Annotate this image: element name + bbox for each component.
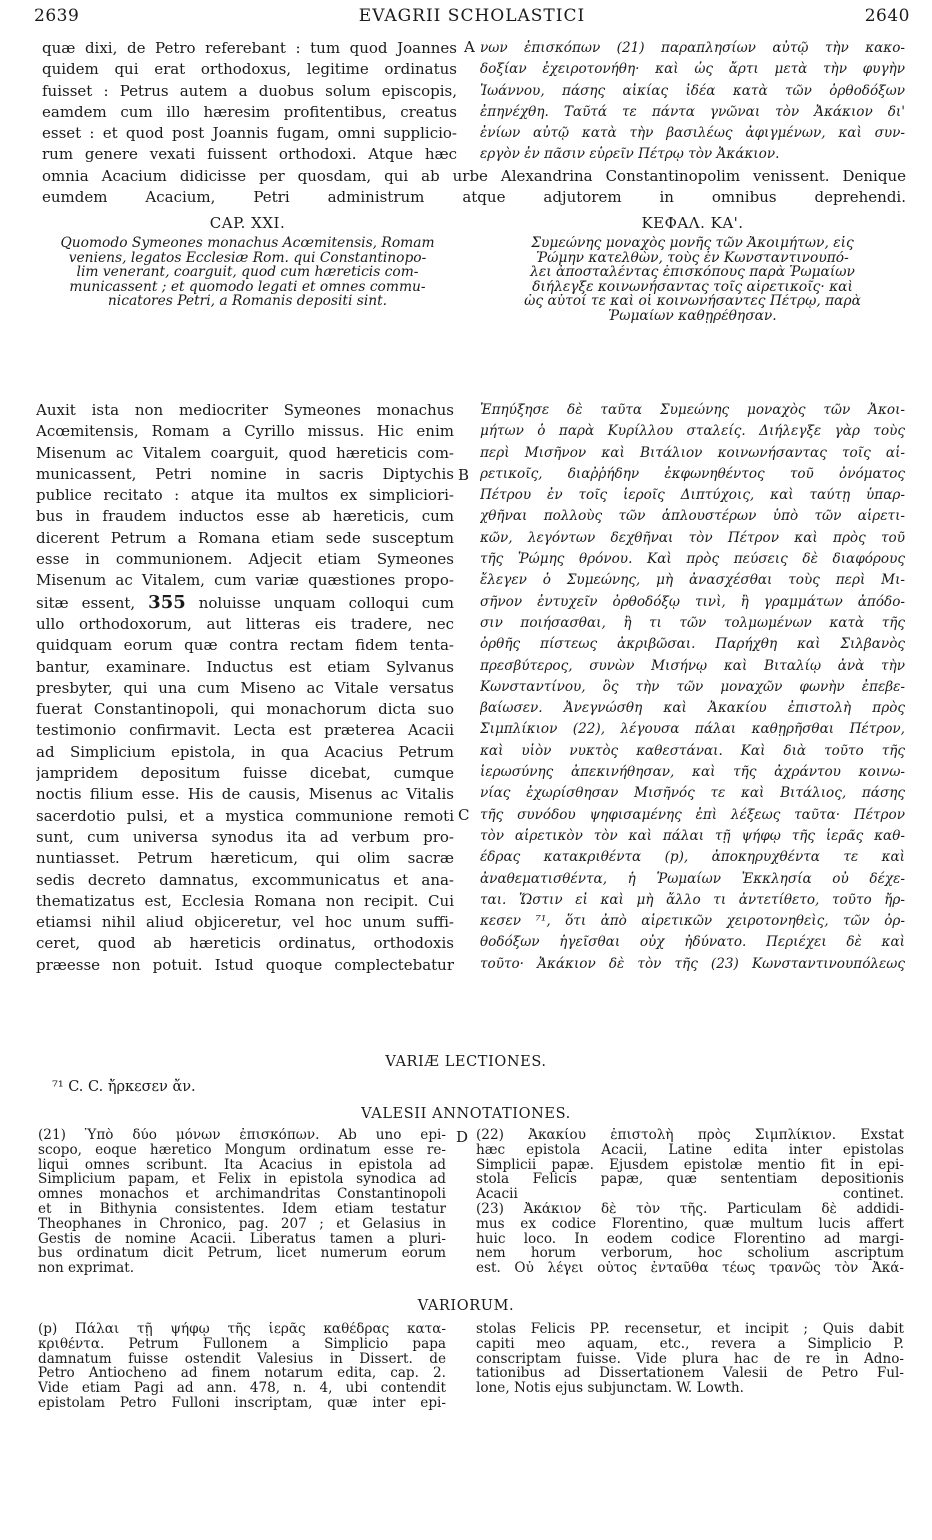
- chapter-title-line: municassent ; et quomodo legati et omnes commu-: [69, 279, 426, 295]
- greek-line: Ἰωάννου, πάσης αἰκίας ἰδέα κατὰ τῶν ὀρθοδόξων: [480, 82, 905, 99]
- annotation-line: omnes monachos et archimandritas Constantinopoli: [38, 1187, 446, 1202]
- latin-line: etiamsi nihil aliud objiceretur, vel hoc unum suffi-: [36, 913, 454, 932]
- chapter-title-line: ὡς αὐτοί τε καὶ οἱ κοινωνήσαντες Πέτρῳ, παρὰ: [524, 294, 861, 309]
- greek-line: περὶ Μισῆνον καὶ Βιτάλιον κοινωνήσαντας τοῖς αἱ-: [480, 444, 905, 461]
- latin-line: esse in communionem. Adjecit etiam Symeones: [36, 550, 454, 569]
- variae-lectiones-note: ⁷¹ C. C. ἤρκεσεν ἄν.: [52, 1079, 196, 1095]
- annotation-line: hæc epistola Acacii, Latine edita inter epistolas: [476, 1142, 904, 1158]
- latin-line: municassent, Petri nomine in sacris Diptychis: [36, 464, 454, 483]
- chapter-title-line: διήλεγξε κοινωνήσαντας τοῖς αἱρετικοῖς· καὶ: [532, 279, 853, 295]
- chapter-title-line: Ῥωμαίων καθῃρέθησαν.: [608, 308, 777, 324]
- chapter-title-line: lim venerant, coarguit, quod cum hæreticis com-: [76, 265, 419, 280]
- latin-line: noctis filium esse. His de causis, Misenus ac Vitalis: [36, 785, 454, 804]
- greek-line: χθῆναι πολλοὺς τῶν ἁπλουστέρων ὑπὸ τῶν αἱρετι-: [480, 508, 905, 525]
- latin-chapter-title: [40, 236, 455, 309]
- latin-chapter-heading: CAP. XXI.: [209, 214, 286, 232]
- variorum-line: (p) Πάλαι τῇ ψήφῳ τῆς ἱερᾶς καθέδρας κατα-: [38, 1322, 446, 1337]
- chapter-title-line: λει ἀποσταλέντας ἐπισκόπους παρὰ Ῥωμαίων: [530, 265, 855, 280]
- greek-line: μήτων ὁ παρὰ Κυρίλλου σταλείς. Διήλεγξε γὰρ τοὺς: [480, 423, 905, 440]
- greek-line: νων ἐπισκόπων (21) παραπλησίων αὐτῷ τὴν κακο-: [480, 40, 905, 56]
- annotation-line: bus ordinatum dicit Petrum, licet numerum eorum: [38, 1246, 446, 1262]
- greek-line: Πέτρου ἐν τοῖς ἱεροῖς Διπτύχοις, καὶ ταύτῃ ὑπαρ-: [480, 487, 905, 504]
- latin-line: quidquam eorum quæ contra rectam fidem tenta-: [36, 636, 454, 655]
- greek-line: ρετικοῖς, διαῤῥήδην ἐκφωνηθέντος τοῦ ὀνόματος: [480, 465, 905, 482]
- full-line: eumdem Acacium, Petri administrum atque adjutorem in omnibus deprehendi.: [42, 188, 906, 207]
- variorum-line: Petro Antiocheno ad finem notarum edita, cap. 2.: [38, 1366, 446, 1382]
- top-full-width-text: [42, 166, 906, 209]
- annotation-line: huic loco. In eodem codice Florentino ad margi-: [476, 1231, 904, 1247]
- annotation-line: (21) Ὑπὸ δύο μόνων ἐπισκόπων. Ab uno epi-: [38, 1128, 446, 1143]
- annotation-line: Simplicii papæ. Ejusdem epistolæ mentio fit in epi-: [476, 1157, 904, 1173]
- variorum-line: Vide etiam Pagi ad ann. 478, n. 4, ubi contendit: [38, 1381, 446, 1396]
- variorum-left-notes: [38, 1322, 446, 1411]
- latin-line: Misenum ac Vitalem coarguit, quod hæreticis com-: [36, 443, 454, 462]
- greek-line: τοῦτο· Ἀκάκιον δὲ τὸν τῆς (23) Κωνσταντινουπόλεως: [480, 955, 905, 972]
- latin-line: rum genere vexati fuissent orthodoxi. Atque hæc: [42, 145, 457, 164]
- latin-line: eamdem cum illo hæresim profitentibus, creatus: [42, 102, 457, 121]
- latin-line: sacerdotio pulsi, et a mystica communione remoti: [36, 806, 454, 825]
- margin-letter-b: B: [458, 466, 470, 484]
- annotation-line: liqui omnes scribunt. Ita Acacius in epistola ad: [38, 1157, 446, 1173]
- latin-line: Misenum ac Vitalem, cum variæ quæstiones propo-: [36, 571, 454, 590]
- greek-line: ἱερωσύνης ἀπεκινήθησαν, καὶ τῆς ἀχράντου κοινω-: [480, 764, 905, 781]
- variae-lectiones-heading: VARIÆ LECTIONES.: [385, 1054, 547, 1070]
- variorum-line: capiti meo aquam, etc., revera a Simplicio P.: [476, 1336, 904, 1352]
- chapter-title-line: Συμεώνης μοναχὸς μονῆς τῶν Ἀκοιμήτων, εἰς: [531, 236, 854, 251]
- variorum-line: damnatum fuisse ostendit Valesius in Dissert. de: [38, 1351, 446, 1367]
- valesii-left-notes: [38, 1128, 446, 1276]
- variorum-heading: VARIORUM.: [417, 1298, 515, 1314]
- margin-letter-d: D: [456, 1128, 469, 1146]
- chapter-title-line: veniens, legatos Ecclesiæ Rom. qui Constantinopo-: [68, 250, 427, 266]
- column-number: 355: [148, 591, 186, 613]
- greek-line: εργὸν ἐν πᾶσιν εὑρεῖν Πέτρῳ τὸν Ἀκάκιον.: [480, 146, 780, 163]
- running-header: [34, 6, 910, 32]
- greek-line: δοξίαν ἐχειροτονήθη· καὶ ὡς ἄρτι μετὰ τὴν φυγὴν: [480, 61, 905, 78]
- latin-line: sedis decreto damnatus, excommunicatus et ana-: [36, 870, 454, 889]
- greek-line: σιν ποιήσασθαι, ἢ τι τῶν τολμωμένων κατὰ τῆς: [480, 614, 905, 631]
- latin-line: ceret, quod ab hæreticis ordinatus, orthodoxis: [36, 934, 454, 953]
- greek-line: τῆς συνόδου ψηφισαμένης ἐπὶ λέξεως ταῦτα· Πέτρον: [480, 806, 905, 823]
- latin-line: fuerat Constantinopoli, qui monachorum dicta suo: [36, 700, 454, 719]
- valesii-heading: VALESII ANNOTATIONES.: [361, 1106, 571, 1122]
- latin-line: thematizatus est, Ecclesia Romana non recipit. Cui: [36, 891, 454, 910]
- body-latin-column: [36, 400, 454, 976]
- top-greek-column: [480, 38, 905, 166]
- annotation-line: Simplicium papam, et Felix in epistola synodica ad: [38, 1172, 446, 1188]
- latin-line: ullo orthodoxorum, aut litteras eis tradere, nec: [36, 614, 454, 633]
- greek-line: ται. Ὥστιν εἰ καὶ μὴ ἄλλο τι ἀντετίθετο, τοῦτο ἤρ-: [480, 891, 905, 908]
- latin-line: jampridem depositum fuisse dicebat, cumque: [36, 764, 454, 783]
- greek-line: ὀρθῆς πίστεως ἀκριβῶσαι. Παρήχθη καὶ Σιλβανὸς: [480, 636, 905, 653]
- latin-line: quidem qui erat orthodoxus, legitime ordinatus: [42, 60, 457, 79]
- greek-line: πρεσβύτερος, συνὼν Μισήνῳ καὶ Βιταλίῳ ἀνὰ τὴν: [480, 657, 905, 674]
- annotation-line: Theophanes in Chronico, pag. 207 ; et Gelasius in: [38, 1216, 446, 1232]
- greek-line: κῶν, λεγόντων δεχθῆναι τὸν Πέτρον καὶ πρὸς τοῦ: [480, 529, 905, 546]
- greek-line: Ἐπηύξησε δὲ ταῦτα Συμεώνης μοναχὸς τῶν Ἀκοι-: [480, 402, 905, 418]
- annotation-line: stola Felicis papæ, quæ sententiam depositionis: [476, 1172, 904, 1188]
- latin-line: ad Simplicium epistola, in qua Acacius Petrum: [36, 742, 454, 761]
- latin-line: præesse non potuit. Istud quoque complectebatur: [36, 955, 454, 974]
- greek-line: κεσεν ⁷¹, ὅτι ἀπὸ αἱρετικῶν χειροτονηθεὶς, τῶν ὀρ-: [480, 913, 905, 930]
- variorum-line: stolas Felicis PP. recensetur, et incipit ; Quis dabit: [476, 1322, 904, 1337]
- annotation-line: (23) Ἀκάκιον δὲ τὸν τῆς. Particulam δὲ addidi-: [476, 1201, 904, 1217]
- latin-line: bus in fraudem inductos esse ab hæreticis, cum: [36, 507, 454, 526]
- greek-line: σῆνον ἐντυχεῖν ὀρθοδόξῳ τινὶ, ἢ γραμμάτων ἀπόδο-: [480, 593, 905, 610]
- annotation-line: Gestis de nomine Acacii. Liberatus tamen a pluri-: [38, 1231, 446, 1247]
- latin-line: sunt, cum universa synodus ita ad verbum pro-: [36, 827, 454, 846]
- greek-line: ἀναθεματισθέντα, ἡ Ῥωμαίων Ἐκκλησία οὐ δέχε-: [480, 870, 905, 887]
- greek-line: τὸν αἱρετικὸν τὸν καὶ πάλαι τῇ ψήφῳ τῆς ἱερᾶς καθ-: [480, 827, 905, 844]
- annotation-line: est. Οὐ λέγει οὗτος ἐνταῦθα τέως τρανῶς τὸν Ἀκά-: [476, 1261, 904, 1276]
- greek-line: θοδόξων ἡγεῖσθαι οὐχ ἠδύνατο. Περιέχει δὲ καὶ: [480, 934, 905, 951]
- variorum-line: tationibus ad Dissertationem Valesii de Petro Ful-: [476, 1366, 904, 1382]
- variorum-line: conscriptam fuisse. Vide plura hac de re in Adno-: [476, 1351, 904, 1367]
- annotation-line: scopo, eoque hæretico Mongum ordinatum esse re-: [38, 1142, 446, 1158]
- latin-line: quæ dixi, de Petro referebant : tum quod Joannes: [42, 39, 457, 57]
- latin-line: fuisset : Petrus autem a duobus solum episcopis,: [42, 81, 457, 100]
- greek-line: Κωνσταντίνου, ὃς τὴν τῶν μοναχῶν φωνὴν ἐπεβε-: [480, 678, 905, 695]
- greek-line: Σιμπλίκιον (22), λέγουσα πάλαι καθῃρῆσθαι Πέτρον,: [480, 721, 905, 738]
- right-page-number: 2640: [864, 6, 910, 26]
- variorum-line: κριθέντα. Petrum Fullonem a Simplicio papa: [38, 1336, 446, 1352]
- greek-line: βαίωσεν. Ἀνεγνώσθη καὶ Ἀκακίου ἐπιστολὴ πρὸς: [480, 700, 905, 717]
- greek-line: τῆς Ῥώμης θρόνου. Καὶ πρὸς πεύσεις δὲ διαφόρους: [480, 551, 905, 568]
- variorum-right-notes: [476, 1322, 904, 1396]
- variorum-line: lone, Notis ejus subjunctam. W. Lowth.: [476, 1381, 744, 1396]
- latin-line: publice recitato : atque ita multos ex simpliciori-: [36, 486, 454, 505]
- annotation-line: Acacii continet.: [476, 1187, 904, 1202]
- chapter-title-line: Ῥώμην κατελθὼν, τοὺς ἐν Κωνσταντινουπό-: [536, 250, 849, 266]
- latin-line: esset : et quod post Joannis fugam, omni supplicio-: [42, 124, 457, 143]
- latin-line: testimonio confirmavit. Lecta est præterea Acacii: [36, 721, 454, 740]
- valesii-right-notes: [476, 1128, 904, 1276]
- greek-line: ἐπηνέχθη. Ταῦτά τε πάντα γνῶναι τὸν Ἀκάκιον δι': [480, 103, 905, 120]
- greek-line: ἔλεγεν ὁ Συμεώνης, μὴ ἀνασχέσθαι τοὺς περὶ Μι-: [480, 572, 905, 589]
- annotation-line: (22) Ἀκακίου ἐπιστολὴ πρὸς Σιμπλίκιον. Exstat: [476, 1128, 904, 1143]
- margin-letter-c: C: [458, 806, 470, 824]
- greek-line: έδρας κατακριθέντα (p), ἀποκηρυχθέντα τε καὶ: [480, 849, 905, 866]
- full-line: omnia Acacium didicisse per quosdam, qui ab urbe Alexandrina Constantinopolim venissent. Denique: [42, 167, 906, 185]
- left-page-number: 2639: [34, 6, 80, 26]
- greek-line: νίας ἐχωρίσθησαν Μισῆνός τε καὶ Βιτάλιος, πάσης: [480, 785, 905, 802]
- greek-line: καὶ υἱὸν νυκτὸς καθεστάναι. Καὶ διὰ τοῦτο τῆς: [480, 742, 905, 759]
- annotation-line: mus ex codice Florentino, quæ multum lucis affert: [476, 1216, 904, 1232]
- annotation-line: nem horum verborum, hoc scholium ascriptum: [476, 1246, 904, 1262]
- running-title: EVAGRII SCHOLASTICI: [358, 6, 586, 26]
- greek-chapter-heading: ΚΕΦΑΛ. ΚΑ'.: [641, 214, 744, 232]
- annotation-line: et in Bithynia consistentes. Idem etiam testatur: [38, 1201, 446, 1217]
- variorum-line: epistolam Petro Fulloni inscriptam, quæ inter epi-: [38, 1395, 446, 1411]
- chapter-title-line: nicatores Petri, a Romanis depositi sint.: [107, 294, 388, 309]
- annotation-line: non exprimat.: [38, 1261, 135, 1276]
- latin-line: presbyter, qui una cum Miseno ac Vitale versatus: [36, 678, 454, 697]
- greek-chapter-title: [480, 236, 905, 324]
- latin-line: Acœmitensis, Romam a Cyrillo missus. Hic enim: [36, 422, 454, 441]
- top-latin-column: [42, 38, 457, 166]
- body-greek-column: [480, 400, 905, 975]
- chapter-title-line: Quomodo Symeones monachus Acœmitensis, Romam: [60, 236, 435, 251]
- greek-line: ἐνίων αὐτῷ κατὰ τὴν βασιλέως ἀφιγμένων, καὶ συν-: [480, 125, 905, 142]
- latin-line: nuntiasset. Petrum hæreticum, qui olim sacræ: [36, 849, 454, 868]
- latin-line: Auxit ista non mediocriter Symeones monachus: [36, 401, 454, 419]
- margin-letter-a: A: [464, 38, 475, 56]
- latin-line: dicerent Petrum a Romana etiam sede susceptum: [36, 528, 454, 547]
- latin-line: bantur, examinare. Inductus est etiam Sylvanus: [36, 657, 454, 676]
- latin-line: sitæ essent, 355 noluisse unquam colloqui cum: [36, 591, 454, 613]
